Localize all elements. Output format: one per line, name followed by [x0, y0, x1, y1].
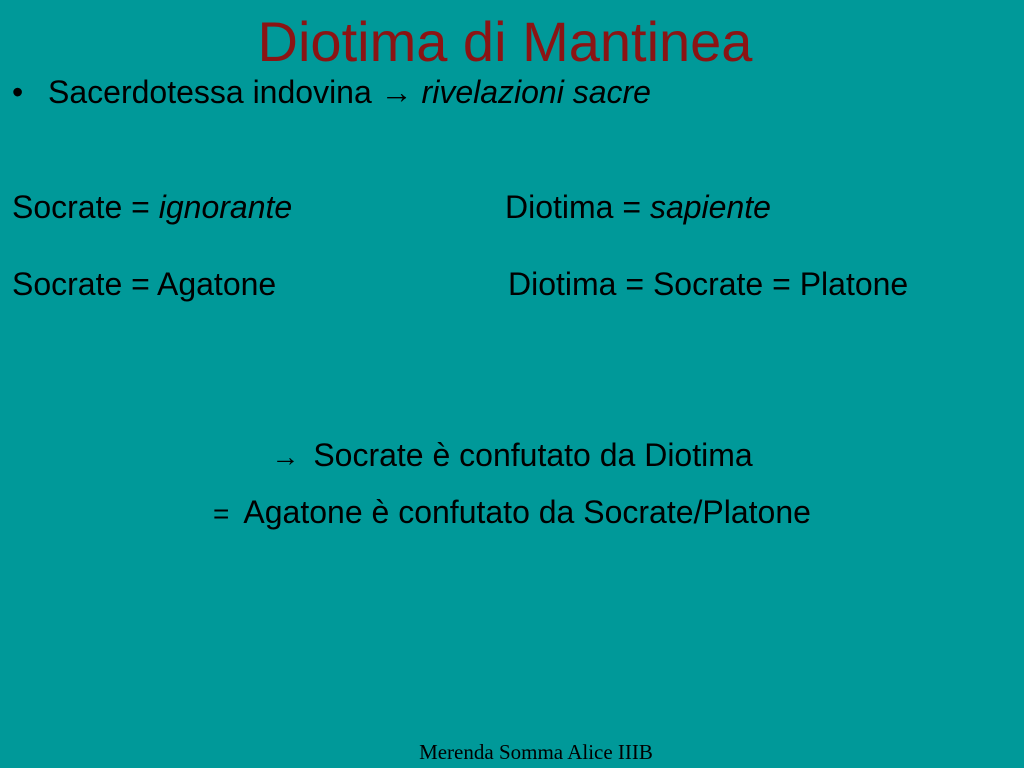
bullet-text: Sacerdotessa indovina → — [48, 74, 422, 110]
conclusion-line-2 — [0, 492, 1024, 534]
socrate-ignorante — [12, 187, 292, 227]
conclusion-1-text: Socrate è confutato da Diotima — [313, 437, 753, 473]
bullet-marker: • — [12, 74, 24, 110]
slide-title: Diotima di Mantinea — [257, 10, 753, 73]
bullet-italic-text: rivelazioni sacre — [421, 74, 651, 110]
row1-right-text: Diotima = — [505, 189, 650, 225]
row1-left-text: Socrate = — [12, 189, 159, 225]
slide-footer: Merenda Somma Alice IIIB — [419, 740, 653, 764]
diotima-socrate-platone: Diotima = Socrate = Platone — [508, 266, 909, 302]
equals-symbol: = — [213, 498, 230, 529]
row1-left-italic: ignorante — [158, 189, 293, 225]
arrow-icon: → — [271, 441, 300, 472]
socrate-agatone: Socrate = Agatone — [12, 266, 277, 302]
bullet-item — [12, 72, 651, 112]
conclusion-2-text: Agatone è confutato da Socrate/Platone — [243, 494, 811, 530]
diotima-sapiente — [505, 187, 771, 227]
row1-right-italic: sapiente — [649, 189, 771, 225]
conclusion-line-1 — [0, 435, 1024, 477]
